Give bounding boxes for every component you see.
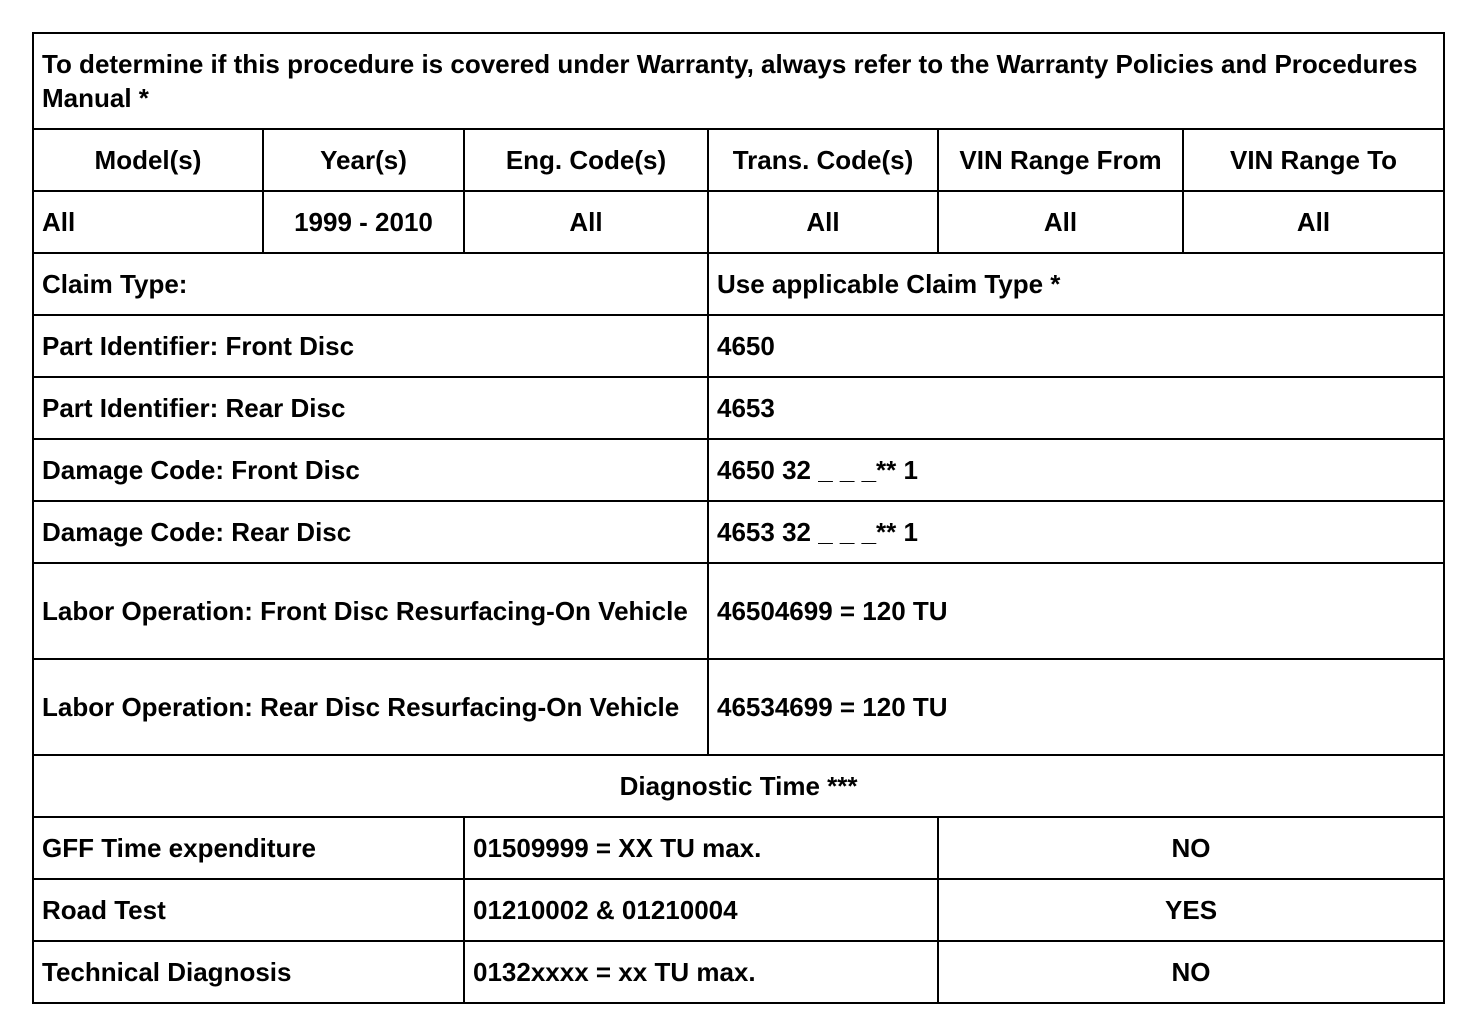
header-eng-codes: Eng. Code(s): [464, 129, 708, 191]
diagnostic-flag: NO: [938, 817, 1444, 879]
detail-row: [33, 659, 1444, 755]
value-years: 1999 - 2010: [263, 191, 464, 253]
detail-row: [33, 315, 1444, 377]
diagnostic-code: 01210002 & 01210004: [464, 879, 938, 941]
diagnostic-title-row: [33, 755, 1444, 817]
diagnostic-label: Technical Diagnosis: [33, 941, 464, 1003]
detail-label: Damage Code: Rear Disc: [33, 501, 708, 563]
diagnostic-flag: YES: [938, 879, 1444, 941]
diagnostic-code: 0132xxxx = xx TU max.: [464, 941, 938, 1003]
detail-label: Damage Code: Front Disc: [33, 439, 708, 501]
detail-value: 4650 32 _ _ _** 1: [708, 439, 1444, 501]
value-trans-codes: All: [708, 191, 938, 253]
detail-value: 4653 32 _ _ _** 1: [708, 501, 1444, 563]
detail-value: 46504699 = 120 TU: [708, 563, 1444, 659]
diagnostic-label: GFF Time expenditure: [33, 817, 464, 879]
header-vin-from: VIN Range From: [938, 129, 1183, 191]
detail-row: [33, 253, 1444, 315]
detail-label: Labor Operation: Front Disc Resurfacing-On Vehicle: [33, 563, 708, 659]
intro-row: [33, 33, 1444, 129]
detail-row: [33, 377, 1444, 439]
detail-label: Part Identifier: Rear Disc: [33, 377, 708, 439]
diagnostic-code: 01509999 = XX TU max.: [464, 817, 938, 879]
warranty-intro-text: To determine if this procedure is covered under Warranty, always refer to the Warranty Policies and Procedures Manual *: [33, 33, 1444, 129]
header-models: Model(s): [33, 129, 263, 191]
diagnostic-title: Diagnostic Time ***: [33, 755, 1444, 817]
header-years: Year(s): [263, 129, 464, 191]
value-vin-to: All: [1183, 191, 1444, 253]
value-eng-codes: All: [464, 191, 708, 253]
detail-row: [33, 439, 1444, 501]
detail-label: Labor Operation: Rear Disc Resurfacing-On Vehicle: [33, 659, 708, 755]
header-vin-to: VIN Range To: [1183, 129, 1444, 191]
detail-row: [33, 501, 1444, 563]
diagnostic-row: [33, 941, 1444, 1003]
diagnostic-flag: NO: [938, 941, 1444, 1003]
detail-value: Use applicable Claim Type *: [708, 253, 1444, 315]
diagnostic-label: Road Test: [33, 879, 464, 941]
diagnostic-row: [33, 817, 1444, 879]
detail-value: 4653: [708, 377, 1444, 439]
detail-row: [33, 563, 1444, 659]
value-models: All: [33, 191, 263, 253]
detail-value: 46534699 = 120 TU: [708, 659, 1444, 755]
values-row: [33, 191, 1444, 253]
detail-label: Part Identifier: Front Disc: [33, 315, 708, 377]
header-trans-codes: Trans. Code(s): [708, 129, 938, 191]
header-row: [33, 129, 1444, 191]
value-vin-from: All: [938, 191, 1183, 253]
detail-label: Claim Type:: [33, 253, 708, 315]
detail-value: 4650: [708, 315, 1444, 377]
diagnostic-row: [33, 879, 1444, 941]
warranty-table: [32, 32, 1445, 1004]
